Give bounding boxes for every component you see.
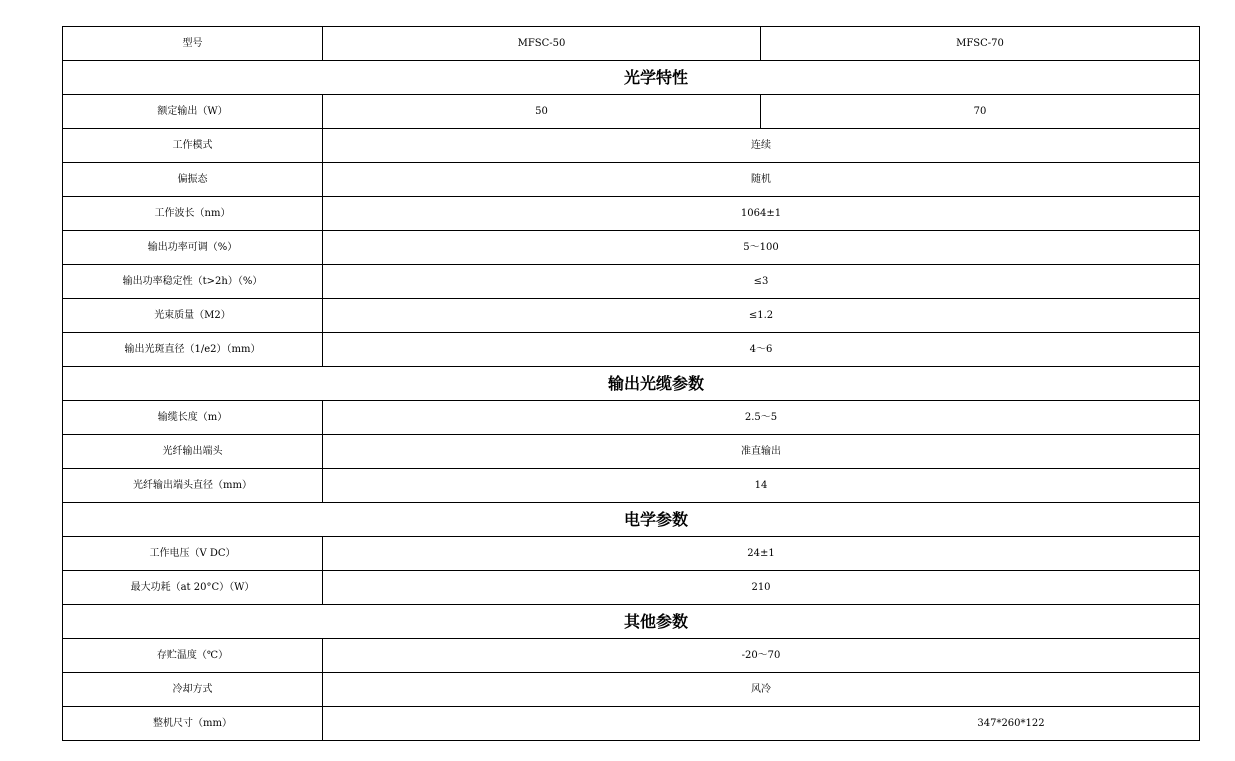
table-row <box>63 333 1200 367</box>
section-row-other <box>63 605 1200 639</box>
row-label: 光束质量（M2） <box>63 299 323 333</box>
section-title-optical: 光学特性 <box>63 61 1200 95</box>
table-row <box>63 197 1200 231</box>
row-value: 347*260*122 <box>323 707 1200 741</box>
row-label: 输缆长度（m） <box>63 401 323 435</box>
row-value: 连续 <box>323 129 1200 163</box>
table-row <box>63 571 1200 605</box>
section-title-output-cable: 输出光缆参数 <box>63 367 1200 401</box>
table-row <box>63 537 1200 571</box>
table-row <box>63 707 1200 741</box>
table-row <box>63 231 1200 265</box>
row-label: 工作模式 <box>63 129 323 163</box>
table-row <box>63 673 1200 707</box>
row-value: 1064±1 <box>323 197 1200 231</box>
table-row <box>63 163 1200 197</box>
row-value: 5～100 <box>323 231 1200 265</box>
row-value: 随机 <box>323 163 1200 197</box>
row-label: 光纤输出端头直径（mm） <box>63 469 323 503</box>
section-title-other: 其他参数 <box>63 605 1200 639</box>
row-value: -20～70 <box>323 639 1200 673</box>
row-label: 存贮温度（℃） <box>63 639 323 673</box>
row-value-mfsc-50: 50 <box>323 95 761 129</box>
row-label: 光纤输出端头 <box>63 435 323 469</box>
row-label: 冷却方式 <box>63 673 323 707</box>
table-row <box>63 401 1200 435</box>
section-title-electrical: 电学参数 <box>63 503 1200 537</box>
row-value-mfsc-70: 70 <box>761 95 1200 129</box>
row-label: 整机尺寸（mm） <box>63 707 323 741</box>
table-row <box>63 265 1200 299</box>
row-label: 工作波长（nm） <box>63 197 323 231</box>
row-value: 14 <box>323 469 1200 503</box>
row-value: 24±1 <box>323 537 1200 571</box>
row-value: 2.5～5 <box>323 401 1200 435</box>
header-row <box>63 27 1200 61</box>
row-label: 输出功率可调（%） <box>63 231 323 265</box>
table-row <box>63 639 1200 673</box>
table-row <box>63 95 1200 129</box>
table-row <box>63 129 1200 163</box>
table-row <box>63 299 1200 333</box>
row-value: 准直输出 <box>323 435 1200 469</box>
section-row-output-cable <box>63 367 1200 401</box>
section-row-optical <box>63 61 1200 95</box>
model-mfsc-50-cell: MFSC-50 <box>323 27 761 61</box>
row-value: 风冷 <box>323 673 1200 707</box>
row-label: 输出光斑直径（1/e2）（mm） <box>63 333 323 367</box>
row-value: 4～6 <box>323 333 1200 367</box>
row-label: 输出功率稳定性（t>2h）（%） <box>63 265 323 299</box>
row-label: 偏振态 <box>63 163 323 197</box>
row-value: ≤3 <box>323 265 1200 299</box>
model-mfsc-70-cell: MFSC-70 <box>761 27 1200 61</box>
spec-table <box>62 26 1200 741</box>
row-label: 额定输出（W） <box>63 95 323 129</box>
row-value: ≤1.2 <box>323 299 1200 333</box>
row-label: 工作电压（V DC） <box>63 537 323 571</box>
model-label-cell: 型号 <box>63 27 323 61</box>
row-value: 210 <box>323 571 1200 605</box>
section-row-electrical <box>63 503 1200 537</box>
row-label: 最大功耗（at 20°C）（W） <box>63 571 323 605</box>
table-row <box>63 469 1200 503</box>
table-row <box>63 435 1200 469</box>
